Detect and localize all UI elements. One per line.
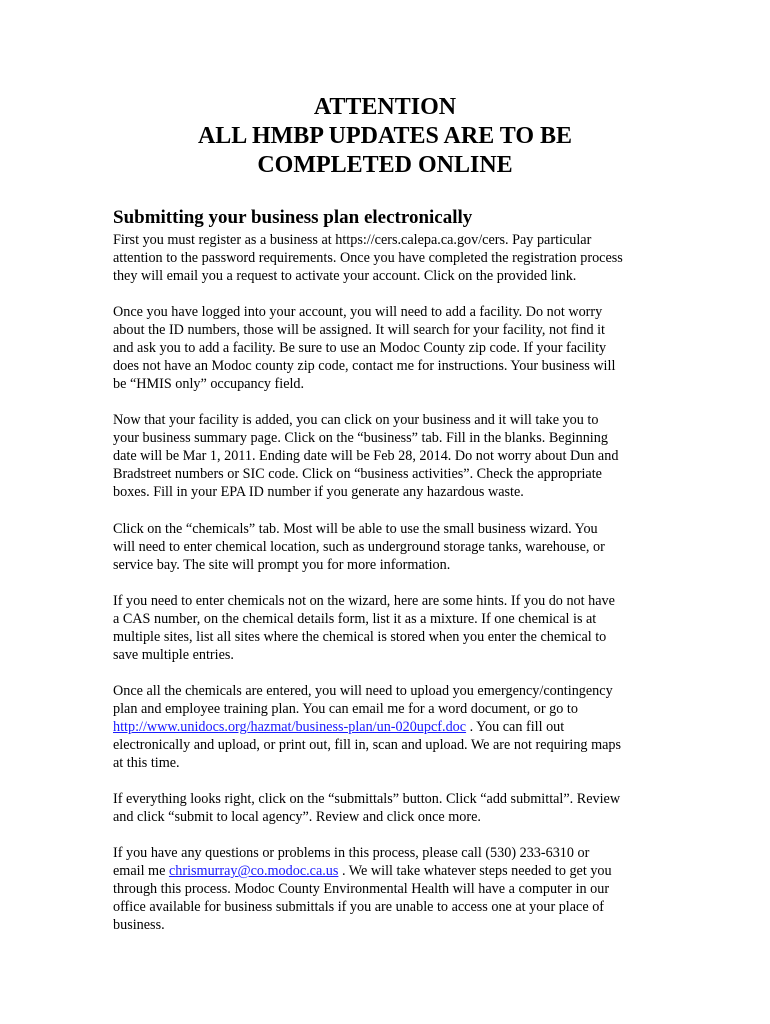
text-line: they will email you a request to activate your account. Click on the provided link. <box>113 268 577 285</box>
text-line: a CAS number, on the chemical details form, list it as a mixture. If one chemical is at <box>113 611 597 628</box>
text-line: and click “submit to local agency”. Review and click once more. <box>113 809 481 826</box>
text-line: at this time. <box>113 755 180 772</box>
text-line: If you have any questions or problems in this process, please call (530) 233-6310 or <box>113 845 590 861</box>
text-line: Click on the “chemicals” tab. Most will be able to use the small business wizard. You <box>113 521 598 537</box>
paragraph-chemical-hints <box>113 592 661 664</box>
email-link[interactable]: chrismurray@co.modoc.ca.us <box>168 863 339 880</box>
text-line: and ask you to add a facility. Be sure to use an Modoc County zip code. If your facility <box>113 340 607 357</box>
text-line: multiple sites, list all sites where the chemical is stored when you enter the chemical to <box>113 629 607 646</box>
text-line: your business summary page. Click on the “business” tab. Fill in the blanks. Beginning <box>113 430 608 447</box>
text-line: service bay. The site will prompt you for more information. <box>113 557 451 574</box>
text-line: through this process. Modoc County Environmental Health will have a computer in our <box>113 881 610 898</box>
text-line: If everything looks right, click on the “submittals” button. Click “add submittal”. Review <box>113 791 621 807</box>
text-line: does not have an Modoc county zip code, contact me for instructions. Your business will <box>113 358 616 375</box>
text-line: Once you have logged into your account, you will need to add a facility. Do not worry <box>113 304 603 320</box>
text-line: attention to the password requirements. Once you have completed the registration process <box>113 250 623 267</box>
unidocs-link[interactable]: http://www.unidocs.org/hazmat/business-plan/un-020upcf.doc <box>113 719 467 736</box>
text-line: First you must register as a business at https://cers.calepa.ca.gov/cers. Pay particular <box>113 232 592 248</box>
text-line <box>113 862 661 880</box>
text-line: will need to enter chemical location, such as underground storage tanks, warehouse, or <box>113 539 605 556</box>
text-line: be “HMIS only” occupancy field. <box>113 376 305 393</box>
paragraph-business-tab <box>113 411 661 501</box>
title-line-3: COMPLETED ONLINE <box>257 152 513 178</box>
text-line: boxes. Fill in your EPA ID number if you generate any hazardous waste. <box>113 484 524 501</box>
section-heading: Submitting your business plan electronically <box>113 207 473 228</box>
paragraph-chemicals-tab <box>113 520 661 574</box>
text-fragment: . We will take whatever steps needed to get you <box>338 863 612 880</box>
paragraph-submittals <box>113 790 661 826</box>
text-fragment: . You can fill out <box>466 719 565 736</box>
title-line-1: ATTENTION <box>313 94 457 120</box>
text-line: electronically and upload, or print out, fill in, scan and upload. We are not requiring maps <box>113 737 622 754</box>
paragraph-upload-plans <box>113 682 661 772</box>
text-line: office available for business submittals if you are unable to access one at your place of <box>113 899 605 916</box>
page-title <box>0 93 770 180</box>
text-line: If you need to enter chemicals not on the wizard, here are some hints. If you do not have <box>113 593 615 609</box>
text-line: date will be Mar 1, 2011. Ending date will be Feb 28, 2014. Do not worry about Dun and <box>113 448 619 465</box>
text-line: Now that your facility is added, you can click on your business and it will take you to <box>113 412 599 428</box>
text-line: business. <box>113 917 165 934</box>
text-line: Bradstreet numbers or SIC code. Click on “business activities”. Check the appropriate <box>113 466 602 483</box>
text-line: about the ID numbers, those will be assigned. It will search for your facility, not find it <box>113 322 605 339</box>
text-line: plan and employee training plan. You can email me for a word document, or go to <box>113 701 578 718</box>
paragraph-registration <box>113 231 661 285</box>
text-line: Once all the chemicals are entered, you will need to upload you emergency/contingency <box>113 683 613 699</box>
text-line <box>113 718 661 736</box>
paragraph-contact <box>113 844 661 934</box>
text-fragment: email me <box>113 863 169 880</box>
text-line: save multiple entries. <box>113 647 234 664</box>
title-line-2: ALL HMBP UPDATES ARE TO BE <box>197 123 573 149</box>
paragraph-add-facility <box>113 303 661 393</box>
